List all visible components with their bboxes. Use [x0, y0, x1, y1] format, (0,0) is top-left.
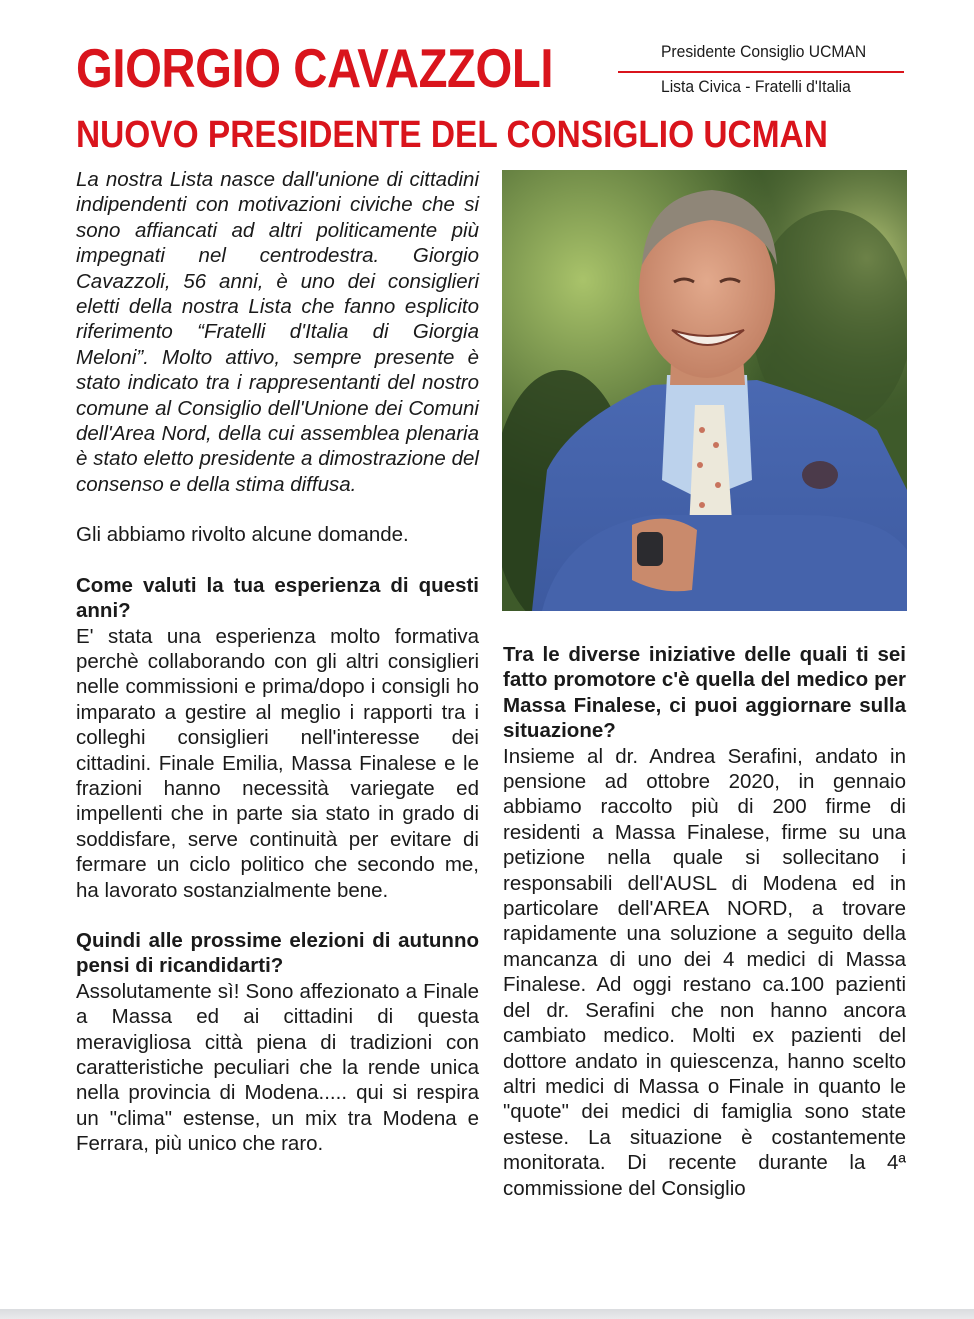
party-line: Lista Civica - Fratelli d'Italia — [661, 77, 851, 96]
answer-1: E' stata una esperienza molto formativa perchè collaborando con gli altri consiglieri nelle commissioni e prima/dopo i consigli ho imparato a gestire al meglio i rapporti tra i colleghi consiglieri nell'interesse dei cittadini. Finale Emilia, Massa Finalese e le frazioni hanno necessità variegate ed impellenti che in parte sia stato in grado di soddisfare, serve continuità per evitare di fermare un ciclo politico che secondo me, ha lavorato sostanzialmente bene. — [76, 624, 479, 902]
article-left-column — [76, 167, 479, 1157]
question-2: Quindi alle prossime elezioni di autunno pensi di ricandidarti? — [76, 928, 479, 978]
headline-subtitle: NUOVO PRESIDENTE DEL CONSIGLIO UCMAN — [76, 114, 828, 156]
role-line: Presidente Consiglio UCMAN — [661, 42, 867, 61]
question-1: Come valuti la tua esperienza di questi anni? — [76, 573, 479, 623]
answer-2: Assolutamente sì! Sono affezionato a Finale a Massa ed ai cittadini di questa meravigliosa città piena di tradizioni con caratteristiche peculiari che la rende unica nella provincia di Modena..... qui si respira un "clima" estense, un mix tra Modena e Ferrara, più unico che raro. — [76, 979, 479, 1156]
article-right-column — [503, 642, 906, 1201]
portrait-image — [502, 170, 907, 611]
headline-name: GIORGIO CAVAZZOLI — [76, 37, 554, 99]
intro-paragraph: La nostra Lista nasce dall'unione di cittadini indipendenti con motivazioni civiche che si sono affiancati ad altri politicamente più impegnati nel centrodestra. Giorgio Cavazzoli, 56 anni, è uno dei consiglieri eletti della nostra Lista che fanno esplicito riferimento “Fratelli d'Italia di Giorgia Meloni”. Molto attivo, sempre presente è stato indicato tra i rappresentanti del nostro comune al Consiglio dell'Unione dei Comuni dell'Area Nord, della cui assemblea plenaria è stato eletto presidente a dimostrazione del consenso e della stima diffusa. — [76, 168, 479, 496]
portrait-photo — [502, 170, 907, 611]
lead-in-text: Gli abbiamo rivolto alcune domande. — [76, 523, 409, 547]
question-3: Tra le diverse iniziative delle quali ti sei fatto promotore c'è quella del medico per Massa Finalese, ci puoi aggiornare sulla situazione? — [503, 643, 906, 743]
answer-3: Insieme al dr. Andrea Serafini, andato in pensione ad ottobre 2020, in gennaio abbiamo raccolto più di 200 firme di residenti a Massa Finalese, firme su una petizione nella quale si sollecitano i responsabili dell'AUSL di Modena ed in particolare dell'AREA NORD, a trovare rapidamente una soluzione a seguito della mancanza di uno dei 4 medici di Massa Finalese. Ad oggi restano ca.100 pazienti del dr. Serafini che non hanno ancora cambiato medico. Molti ex pazienti del dottore andato in quiescenza, hanno scelto altri medici di Massa o Finale in quanto le "quote" dei medici di famiglia sono state estese. La situazione è costantemente monitorata. Di recente durante la 4ª commissione del Consiglio — [503, 744, 906, 1200]
header-divider-line — [618, 71, 904, 73]
page-bottom-edge — [0, 1309, 974, 1319]
